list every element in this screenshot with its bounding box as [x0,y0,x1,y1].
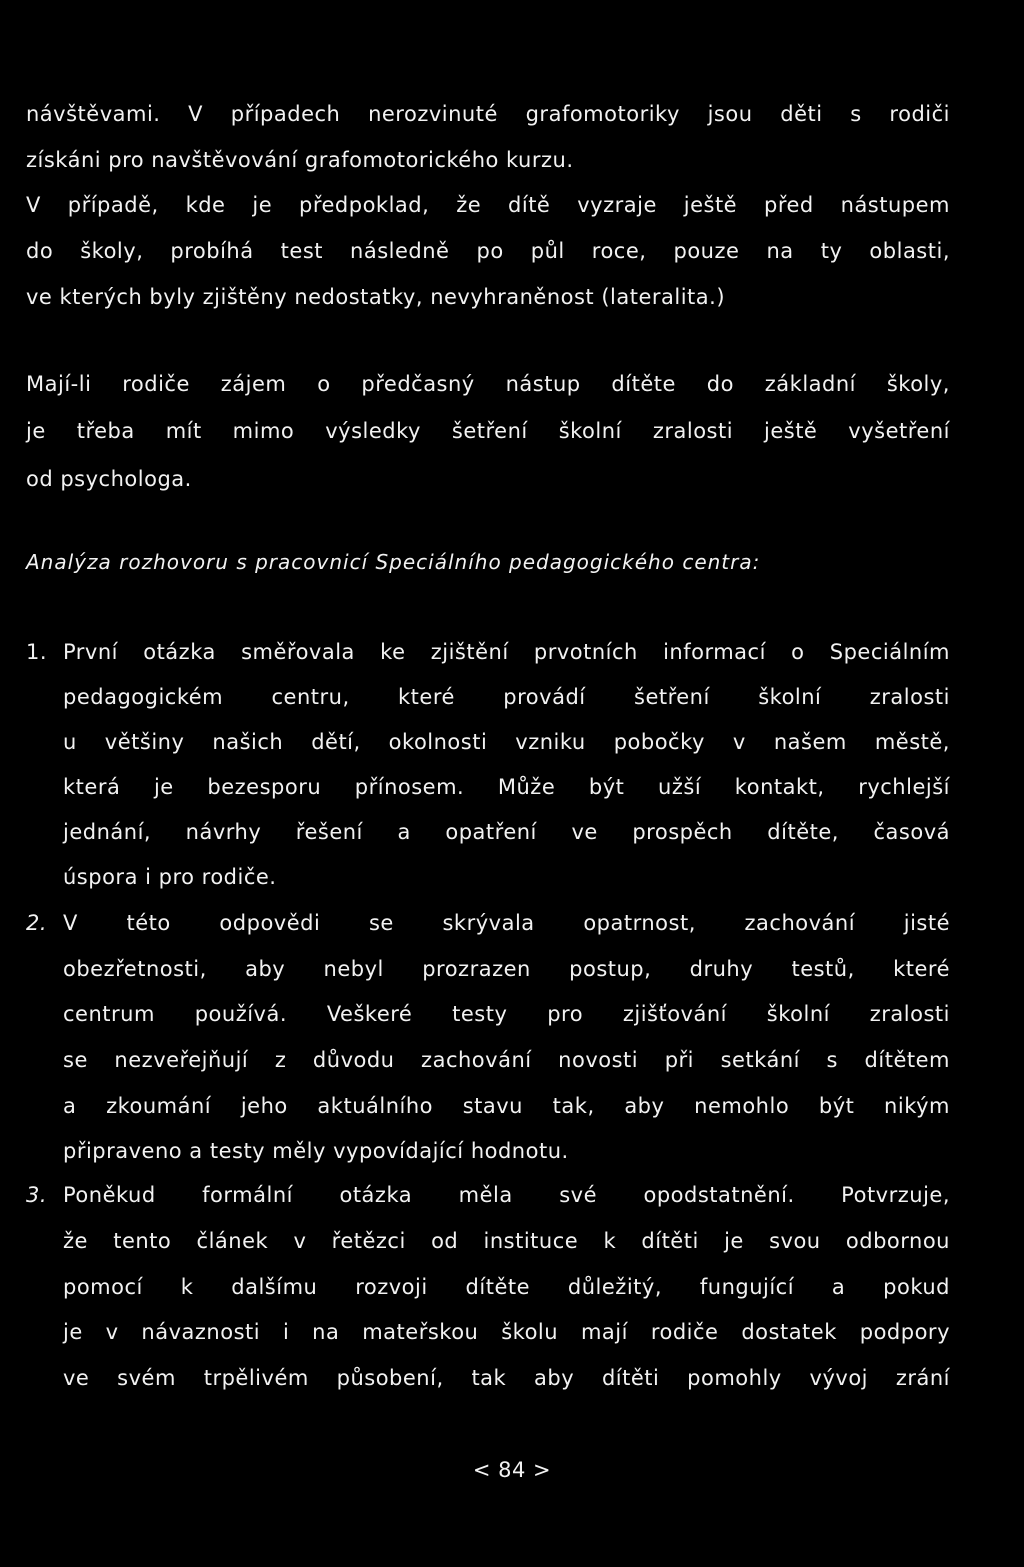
text-line: že tento článek v řetězci od instituce k dítěti je svou odbornou [63,1229,950,1253]
text-line: centrum používá. Veškeré testy pro zjišťování školní zralosti [63,1002,950,1026]
text-line: ve svém trpělivém působení, tak aby dítěti pomohly vývoj zrání [63,1366,950,1390]
list-item-number: 3. [26,1183,48,1207]
text-line: Mají-li rodiče zájem o předčasný nástup dítěte do základní školy, [26,372,950,396]
text-line: První otázka směřovala ke zjištění prvotních informací o Speciálním [63,640,950,664]
page-number: < 84 > [472,1458,552,1482]
text-line: pomocí k dalšímu rozvoji dítěte důležitý, fungující a pokud [63,1275,950,1299]
text-line: se nezveřejňují z důvodu zachování novosti při setkání s dítětem [63,1048,950,1072]
text-line: získáni pro navštěvování grafomotorického kurzu. [26,148,574,172]
text-line: jednání, návrhy řešení a opatření ve prospěch dítěte, časová [63,820,950,844]
text-line: je v návaznosti i na mateřskou školu mají rodiče dostatek podpory [63,1320,950,1344]
list-item-number: 2. [26,911,48,935]
text-line: připraveno a testy měly vypovídající hodnotu. [63,1139,569,1163]
text-line: od psychologa. [26,467,192,491]
text-line: ve kterých byly zjištěny nedostatky, nevyhraněnost (lateralita.) [26,285,726,309]
text-line: která je bezesporu přínosem. Může být užší kontakt, rychlejší [63,775,950,799]
text-line: V této odpovědi se skrývala opatrnost, zachování jisté [63,911,950,935]
text-line: a zkoumání jeho aktuálního stavu tak, aby nemohlo být nikým [63,1094,950,1118]
text-line: pedagogickém centru, které provádí šetření školní zralosti [63,685,950,709]
text-line: u většiny našich dětí, okolnosti vzniku pobočky v našem městě, [63,730,950,754]
text-line: V případě, kde je předpoklad, že dítě vyzraje ještě před nástupem [26,193,950,217]
text-line: návštěvami. V případech nerozvinuté grafomotoriky jsou děti s rodiči [26,102,950,126]
text-line: je třeba mít mimo výsledky šetření školní zralosti ještě vyšetření [26,419,950,443]
text-line: obezřetnosti, aby nebyl prozrazen postup, druhy testů, které [63,957,950,981]
list-item-number: 1. [26,640,48,664]
section-heading: Analýza rozhovoru s pracovnicí Speciálního pedagogického centra: [26,550,761,574]
text-line: Poněkud formální otázka měla své opodstatnění. Potvrzuje, [63,1183,950,1207]
text-line: úspora i pro rodiče. [63,865,277,889]
text-line: do školy, probíhá test následně po půl roce, pouze na ty oblasti, [26,239,950,263]
